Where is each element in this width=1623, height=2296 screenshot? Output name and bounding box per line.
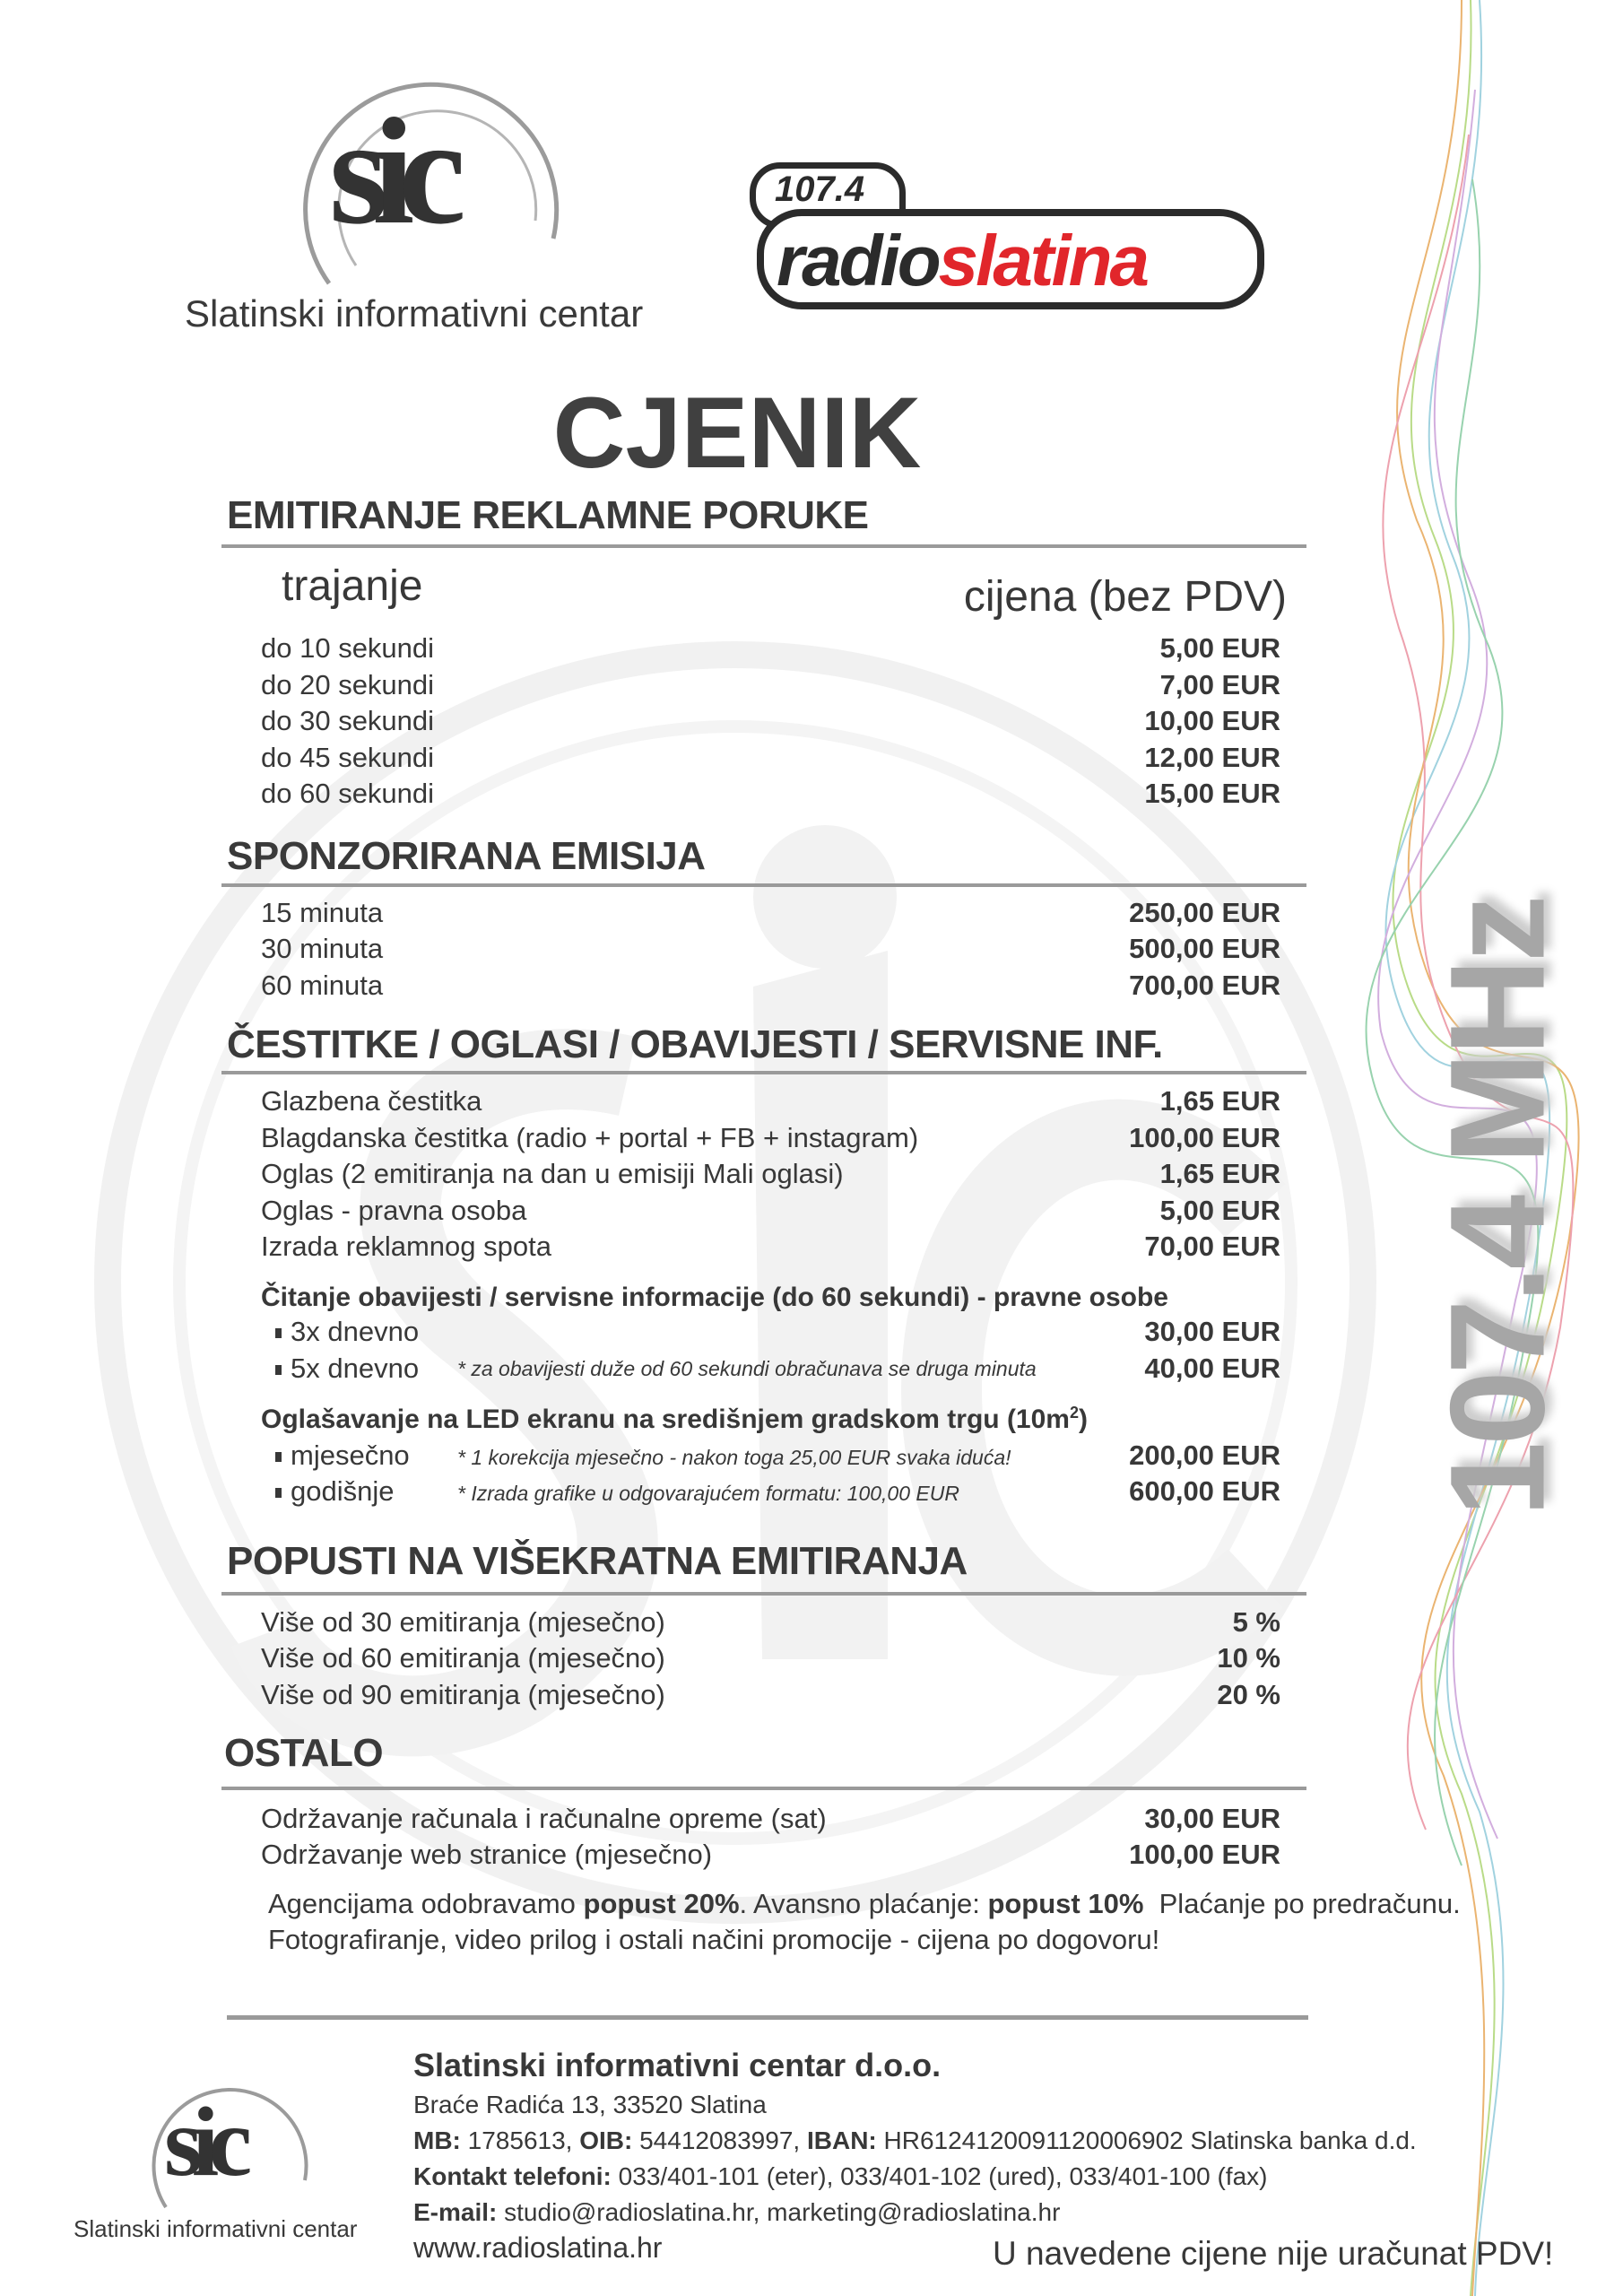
- row-price: 5 %: [1232, 1606, 1280, 1638]
- row-price: 250,00 EUR: [1129, 897, 1280, 928]
- note-text: . Avansno plaćanje:: [739, 1888, 988, 1919]
- divider: [221, 883, 1306, 887]
- bullet-label: 5x dnevno: [275, 1352, 419, 1385]
- row-price: 12,00 EUR: [1144, 742, 1280, 773]
- divider: [221, 1592, 1306, 1596]
- led-title: [261, 1404, 1088, 1435]
- mb-value: 1785613,: [460, 2126, 580, 2154]
- mb-label: MB:: [413, 2126, 461, 2154]
- sic-logo-text: sic: [329, 87, 450, 256]
- vat-note: U navedene cijene nije uračunat PDV!: [993, 2235, 1554, 2272]
- footer-divider: [227, 2015, 1308, 2020]
- footer-company: Slatinski informativni centar d.o.o.: [413, 2047, 942, 2083]
- row-label: do 20 sekundi: [261, 669, 435, 700]
- radio-frequency: 107.4: [775, 170, 865, 209]
- row-label: Blagdanska čestitka (radio + portal + FB + instagram): [261, 1122, 919, 1153]
- row-note: * 1 korekcija mjesečno - nakon toga 25,00 EUR svaka iduća!: [457, 1446, 1011, 1469]
- sic-logo-caption: Slatinski informativni centar: [185, 292, 644, 335]
- row-label: Više od 90 emitiranja (mjesečno): [261, 1679, 665, 1710]
- row-price: 7,00 EUR: [1159, 669, 1280, 700]
- note-bold: popust 10%: [987, 1888, 1144, 1919]
- radio-name-slatina: slatina: [938, 221, 1148, 300]
- row-label: Više od 60 emitiranja (mjesečno): [261, 1642, 665, 1674]
- photo-video-note: Fotografiranje, video prilog i ostali načini promocije - cijena po dogovoru!: [268, 1924, 1160, 1955]
- row-label: Održavanje web stranice (mjesečno): [261, 1839, 713, 1870]
- row-label: 30 minuta: [261, 933, 384, 964]
- oib-value: 54412083997,: [632, 2126, 807, 2154]
- row-price: 500,00 EUR: [1129, 933, 1280, 964]
- row-price: 40,00 EUR: [1144, 1352, 1280, 1384]
- side-frequency-text: 107.4 MHz: [1421, 898, 1573, 1518]
- bullet-label: godišnje: [275, 1475, 394, 1508]
- bullet-label: 3x dnevno: [275, 1316, 419, 1348]
- iban-label: IBAN:: [806, 2126, 877, 2154]
- section-title-emitiranje: EMITIRANJE REKLAMNE PORUKE: [227, 493, 869, 537]
- footer-logo-text: sic: [164, 2087, 242, 2196]
- row-label: do 30 sekundi: [261, 705, 435, 736]
- radio-name-radio: radio: [777, 221, 939, 300]
- note-text: Agencijama odobravamo: [268, 1888, 584, 1919]
- row-label: Održavanje računala i računalne opreme (sat): [261, 1803, 827, 1834]
- row-price: 20 %: [1217, 1679, 1280, 1710]
- row-price: 15,00 EUR: [1144, 778, 1280, 809]
- footer-sic-logo: [148, 2073, 313, 2213]
- footer-phones: [413, 2162, 1267, 2191]
- row-price: 5,00 EUR: [1159, 1195, 1280, 1226]
- row-price: 10 %: [1217, 1642, 1280, 1674]
- row-price: 30,00 EUR: [1144, 1803, 1280, 1834]
- section-title-ostalo: OSTALO: [224, 1731, 384, 1775]
- section-title-popusti: POPUSTI NA VIŠEKRATNA EMITIRANJA: [227, 1539, 968, 1583]
- row-price: 1,65 EUR: [1159, 1085, 1280, 1117]
- row-label: Oglas (2 emitiranja na dan u emisiji Mali oglasi): [261, 1158, 844, 1189]
- row-label: Izrada reklamnog spota: [261, 1231, 551, 1262]
- footer-ids: [413, 2126, 1417, 2155]
- led-title-sup: 2: [1069, 1404, 1079, 1422]
- row-label: Više od 30 emitiranja (mjesečno): [261, 1606, 665, 1638]
- sic-logo: [302, 59, 568, 287]
- column-header-duration: trajanje: [282, 562, 423, 610]
- row-note: * Izrada grafike u odgovarajućem formatu: 100,00 EUR: [457, 1482, 959, 1505]
- row-price: 100,00 EUR: [1129, 1839, 1280, 1870]
- bullet-label: mjesečno: [275, 1439, 410, 1472]
- footer-website-link[interactable]: www.radioslatina.hr: [413, 2231, 663, 2264]
- row-price: 700,00 EUR: [1129, 970, 1280, 1001]
- note-bold: popust 20%: [583, 1888, 740, 1919]
- footer-email: [413, 2198, 1060, 2227]
- row-label: 15 minuta: [261, 897, 384, 928]
- row-price: 5,00 EUR: [1159, 632, 1280, 664]
- led-title-text: Oglašavanje na LED ekranu na središnjem gradskom trgu (10m: [261, 1405, 1070, 1434]
- row-price: 100,00 EUR: [1129, 1122, 1280, 1153]
- section-title-sponzorirana: SPONZORIRANA EMISIJA: [227, 834, 706, 878]
- row-price: 1,65 EUR: [1159, 1158, 1280, 1189]
- row-price: 200,00 EUR: [1129, 1439, 1280, 1471]
- divider: [221, 1071, 1306, 1074]
- row-price: 10,00 EUR: [1144, 705, 1280, 736]
- column-header-price: cijena (bez PDV): [963, 573, 1287, 621]
- row-price: 30,00 EUR: [1144, 1316, 1280, 1347]
- note-text: Plaćanje po predračunu.: [1143, 1888, 1461, 1919]
- agency-discount-note: [268, 1888, 1461, 1920]
- footer-logo-caption: Slatinski informativni centar: [74, 2215, 358, 2242]
- phones-label: Kontakt telefoni:: [413, 2162, 612, 2190]
- citanje-title: Čitanje obavijesti / servisne informacije (do 60 sekundi) - pravne osobe: [261, 1283, 1168, 1312]
- section-title-cestitke: ČESTITKE / OGLASI / OBAVIJESTI / SERVISNE INF.: [227, 1022, 1163, 1066]
- row-price: 70,00 EUR: [1144, 1231, 1280, 1262]
- row-price: 600,00 EUR: [1129, 1475, 1280, 1507]
- row-label: do 10 sekundi: [261, 632, 435, 664]
- row-label: 60 minuta: [261, 970, 384, 1001]
- oib-label: OIB:: [579, 2126, 633, 2154]
- row-label: do 45 sekundi: [261, 742, 435, 773]
- page-title: CJENIK: [552, 377, 922, 489]
- radio-slatina-logo: [750, 155, 1270, 309]
- iban-value: HR6124120091120006902 Slatinska banka d.d.: [876, 2126, 1417, 2154]
- footer-address: Braće Radića 13, 33520 Slatina: [413, 2091, 767, 2118]
- email-value[interactable]: studio@radioslatina.hr, marketing@radioslatina.hr: [497, 2198, 1061, 2226]
- row-note: * za obavijesti duže od 60 sekundi obračunava se druga minuta: [457, 1357, 1037, 1380]
- led-title-end: ): [1079, 1405, 1088, 1434]
- row-label: do 60 sekundi: [261, 778, 435, 809]
- row-label: Glazbena čestitka: [261, 1085, 482, 1117]
- phones-value: 033/401-101 (eter), 033/401-102 (ured), 033/401-100 (fax): [611, 2162, 1268, 2190]
- row-label: Oglas - pravna osoba: [261, 1195, 527, 1226]
- divider: [221, 1787, 1306, 1790]
- email-label: E-mail:: [413, 2198, 498, 2226]
- divider: [221, 544, 1306, 548]
